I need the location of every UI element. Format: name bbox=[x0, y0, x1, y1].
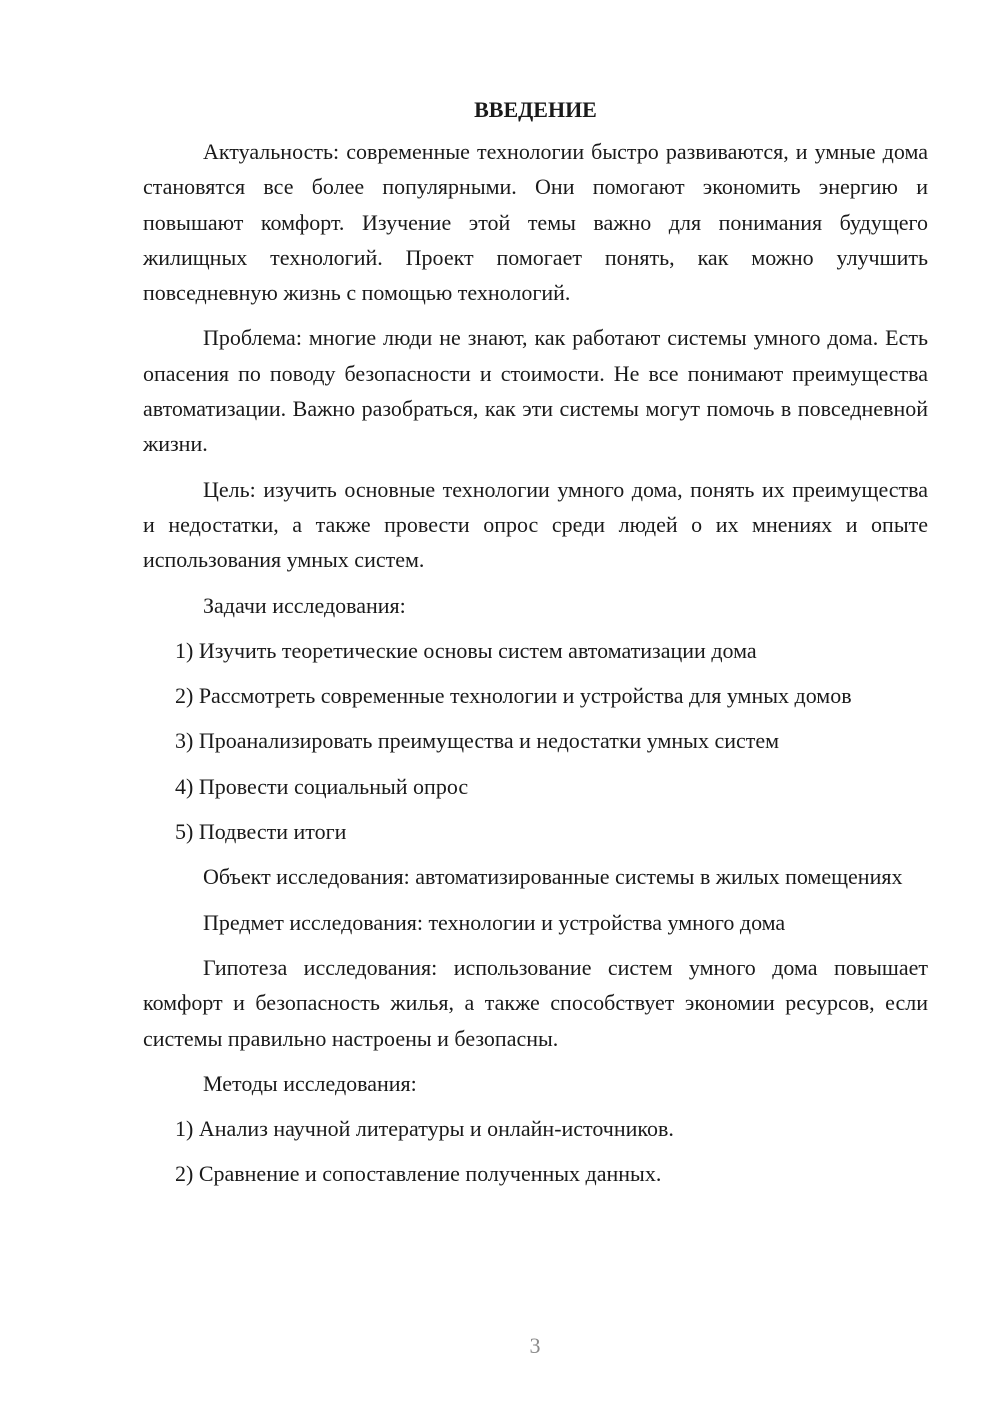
task-item: 2) Рассмотреть современные технологии и устройства для умных домов bbox=[175, 683, 852, 709]
page-number: 3 bbox=[529, 1333, 541, 1358]
tasks-heading: Задачи исследования: bbox=[203, 592, 406, 618]
document-body bbox=[143, 95, 928, 1202]
paragraph-hypothesis: Гипотеза исследования: использование систем умного дома повышает комфорт и безопасность жилья, а также способствует экономии ресурсов, если системы правильно настроены и безопасны. bbox=[143, 954, 928, 1051]
task-item: 1) Изучить теоретические основы систем автоматизации дома bbox=[175, 637, 757, 663]
method-item: 2) Сравнение и сопоставление полученных данных. bbox=[175, 1161, 662, 1187]
paragraph-goal: Цель: изучить основные технологии умного дома, понять их преимущества и недостатки, а также провести опрос среди людей о их мнениях и опыте использования умных систем. bbox=[143, 476, 928, 573]
methods-heading: Методы исследования: bbox=[203, 1070, 417, 1096]
method-item: 1) Анализ научной литературы и онлайн-источников. bbox=[175, 1116, 674, 1142]
paragraph-object: Объект исследования: автоматизированные системы в жилых помещениях bbox=[203, 864, 903, 890]
paragraph-problem: Проблема: многие люди не знают, как работают системы умного дома. Есть опасения по поводу безопасности и стоимости. Не все понимают преимущества автоматизации. Важно разобраться, как эти системы могут помочь в повседневной жизни. bbox=[143, 325, 928, 457]
paragraph-subject: Предмет исследования: технологии и устройства умного дома bbox=[203, 909, 786, 935]
page-title: ВВЕДЕНИЕ bbox=[474, 97, 597, 122]
task-item: 5) Подвести итоги bbox=[175, 819, 347, 845]
paragraph-relevance: Актуальность: современные технологии быстро развиваются, и умные дома становятся все более популярными. Они помогают экономить энергию и повышают комфорт. Изучение этой темы важно для понимания будущего жилищных технологий. Проект помогает понять, как можно улучшить повседневную жизнь с помощью технологий. bbox=[143, 139, 928, 306]
task-item: 4) Провести социальный опрос bbox=[175, 773, 469, 799]
task-item: 3) Проанализировать преимущества и недостатки умных систем bbox=[175, 728, 780, 754]
